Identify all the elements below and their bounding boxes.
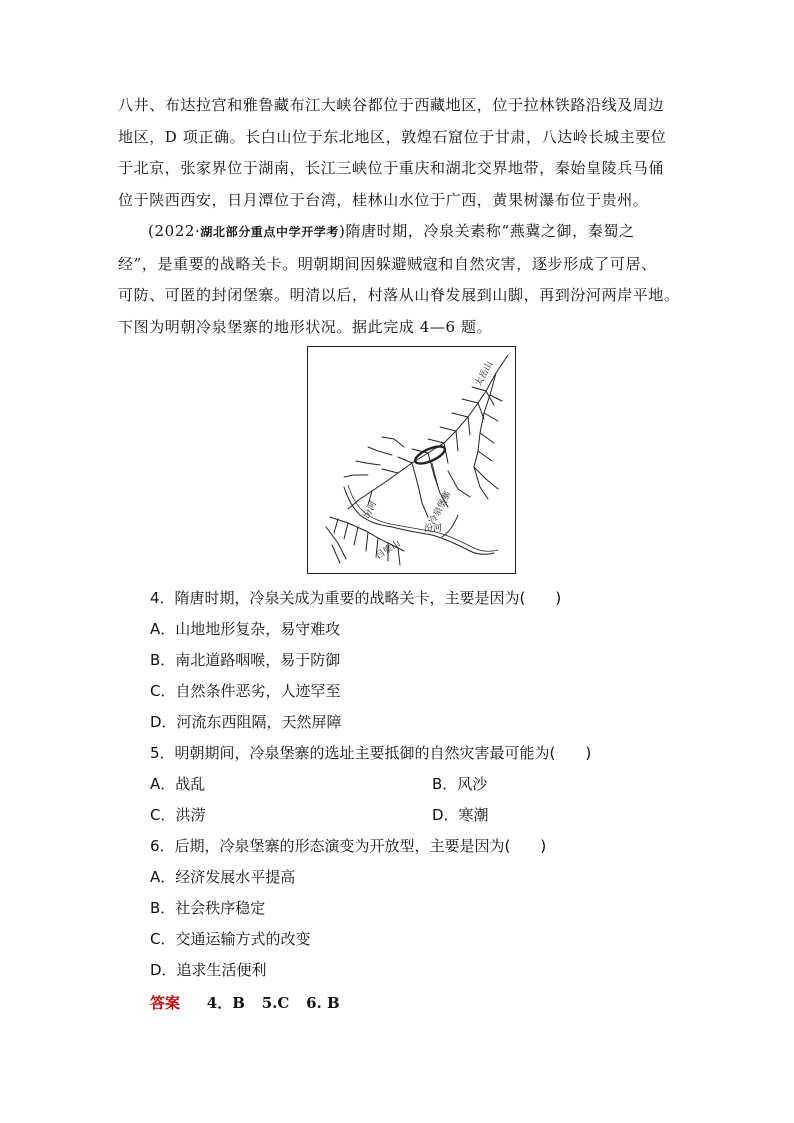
- intro-line: 位于陕西西安，日月潭位于台湾，桂林山水位于广西，黄果树瀑布位于贵州。: [118, 190, 649, 209]
- label-mountain-top: 太岳山: [473, 359, 496, 389]
- passage-line: 可防、可匿的封闭堡寨。明清以后，村落从山脊发展到山脚，再到汾河两岸平地。: [118, 286, 680, 304]
- question-4-option-d: D．河流东西阻隔，天然屏障: [150, 713, 342, 731]
- label-mountain-bottom: 吕梁山: [374, 538, 403, 562]
- answer-label: 答案: [150, 994, 181, 1012]
- question-5-option-c: C．洪涝: [150, 806, 206, 824]
- question-4-stem: 4．隋唐时期，冷泉关成为重要的战略关卡，主要是因为( ): [150, 589, 562, 607]
- question-6-option-c: C．交通运输方式的改变: [150, 930, 311, 948]
- answer-4: 4．B: [206, 994, 245, 1012]
- intro-line: 八井、布达拉宫和雅鲁藏布江大峡谷都位于西藏地区，位于拉林铁路沿线及周边: [118, 96, 665, 114]
- fort-outline: [413, 443, 447, 467]
- passage-line-rest: )隋唐时期，冷泉关素称“燕冀之御，秦蜀之: [339, 222, 635, 240]
- label-fort: 冷泉堡寨: [427, 489, 454, 527]
- label-river-left: 汾河: [361, 499, 380, 521]
- question-4-option-b: B．南北道路咽喉，易于防御: [150, 651, 341, 669]
- question-6-option-b: B．社会秩序稳定: [150, 899, 266, 917]
- question-4-option-c: C．自然条件恶劣，人迹罕至: [150, 682, 341, 700]
- question-5-option-a: A．战乱: [150, 775, 206, 793]
- question-4-option-a: A．山地地形复杂，易守难攻: [150, 620, 341, 638]
- answer-5: 5.C: [261, 994, 290, 1012]
- answer-line: [150, 992, 352, 1013]
- intro-line: 于北京，张家界位于湖南，长江三峡位于重庆和湖北交界地带，秦始皇陵兵马俑: [118, 159, 665, 177]
- passage-line: 经”，是重要的战略关卡。明朝期间因躲避贼寇和自然灾害，逐步形成了可居、: [118, 254, 657, 273]
- label-river-right: 汾河: [424, 524, 443, 534]
- question-6-stem: 6．后期，冷泉堡寨的形态演变为开放型，主要是因为( ): [150, 837, 547, 855]
- question-5-option-d: D．寒潮: [432, 806, 489, 824]
- question-6-option-a: A．经济发展水平提高: [150, 868, 296, 886]
- question-6-option-d: D．追求生活便利: [150, 961, 267, 979]
- passage-line: 下图为明朝冷泉堡寨的地形状况。据此完成 4—6 题。: [118, 317, 493, 336]
- intro-paragraph: [118, 90, 678, 216]
- terrain-map-figure: [307, 346, 516, 574]
- secondary-ridge: [474, 373, 496, 467]
- question-5-stem: 5．明朝期间，冷泉堡寨的选址主要抵御的自然灾害最可能为( ): [150, 744, 592, 762]
- intro-line: 地区，D 项正确。长白山位于东北地区，敦煌石窟位于甘肃，八达岭长城主要位: [118, 127, 667, 146]
- answer-6: 6. B: [306, 994, 340, 1012]
- source-year: (2022·: [148, 222, 201, 240]
- source-name: 湖北部分重点中学开学考: [200, 225, 340, 239]
- passage-line: [118, 216, 678, 249]
- terrain-map: [308, 347, 514, 572]
- question-5-option-b: B．风沙: [432, 775, 488, 793]
- passage-paragraph: [118, 216, 678, 343]
